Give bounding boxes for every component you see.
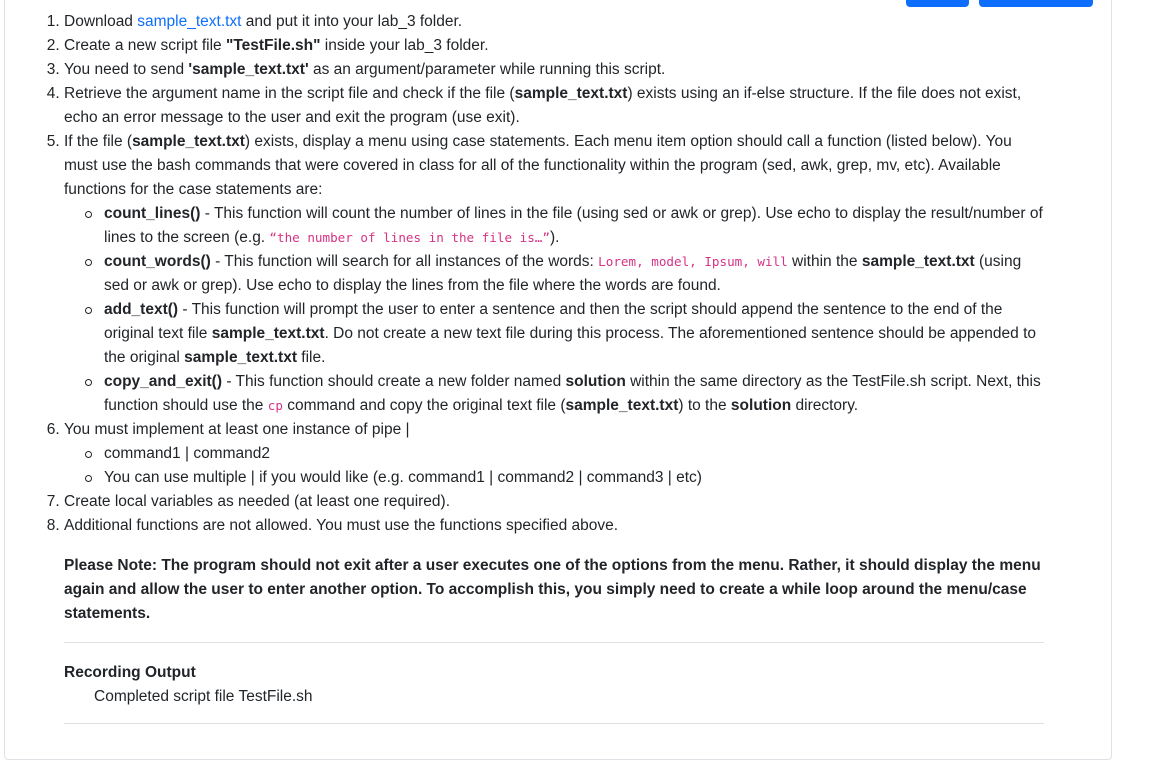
step-6: 6. You must implement at least one instance of pipe | command1 | command2 You can use multiple | if you would like (e.g. command1 | command2 | command3 | etc) (64, 418, 1044, 490)
recording-output-item: Completed script file TestFile.sh (94, 688, 313, 705)
top-button-left[interactable] (906, 0, 969, 7)
step-5: 5. If the file (sample_text.txt) exists, display a menu using case statements. Each menu item option should call a function (listed below). You must use the bash commands that were covered in class for all of the functionality within the program (sed, awk, grep, mv, etc). Available functions for the case statements are: count_lines() - This function will count the number of lines in the file (using sed or awk or grep). Use echo to display the result/number of lines to the screen (e.g. “the number of lines in the file is…”). count_words() - This function will search for all instances of the words: Lorem, model, Ipsum, will within the sample_text.txt (using sed or awk or grep). Use echo to display the lines from the file where the words are found. add_text() - This function will prompt the user to enter a sentence and then the script should append the sentence to the end of the original text file sample_text.txt. Do not create a new text file during this process. The aforementioned sentence should be appended to the original sample_text.txt file. copy_and_exit() - This function should create a new folder named solution within the same directory as the TestFile.sh script. Next, this function should use the cp command and copy the original text file (sample_text.txt) to the solution directory. (64, 130, 1044, 418)
pipe-example-2: You can use multiple | if you would like (e.g. command1 | command2 | command3 | etc) (104, 466, 1044, 490)
recording-output-title: Recording Output (64, 664, 196, 681)
step-4: 4. Retrieve the argument name in the script file and check if the file (sample_text.txt) exists using an if-else structure. If the file does not exist, echo an error message to the user and exit the program (use exit). (64, 82, 1044, 130)
pipe-list (64, 442, 1044, 490)
pipe-example-1: command1 | command2 (104, 442, 1044, 466)
function-count-words: count_words() - This function will search for all instances of the words: Lorem, model, Ipsum, will within the sample_text.txt (using sed or awk or grep). Use echo to display the lines from the file where the words are found. (104, 250, 1044, 298)
step-1: 1. Download sample_text.txt and put it into your lab_3 folder. (64, 10, 1044, 34)
step-2: 2. Create a new script file "TestFile.sh" inside your lab_3 folder. (64, 34, 1044, 58)
instructions (64, 10, 1044, 724)
step-7: 7. Create local variables as needed (at least one required). (64, 490, 1044, 514)
divider-bottom (64, 723, 1044, 724)
function-count-lines: count_lines() - This function will count the number of lines in the file (using sed or awk or grep). Use echo to display the result/number of lines to the screen (e.g. “the number of lines in the file is…”). (104, 202, 1044, 250)
sample-text-link[interactable]: sample_text.txt (137, 13, 242, 30)
functions-list (64, 202, 1044, 418)
top-button-right[interactable] (979, 0, 1093, 7)
divider (64, 642, 1044, 643)
step-8: 8. Additional functions are not allowed. You must use the functions specified above. (64, 514, 1044, 538)
function-add-text: add_text() - This function will prompt the user to enter a sentence and then the script should append the sentence to the end of the original text file sample_text.txt. Do not create a new text file during this process. The aforementioned sentence should be appended to the original sample_text.txt file. (104, 298, 1044, 370)
steps-list (4, 10, 1044, 538)
please-note: Please Note: The program should not exit after a user executes one of the options from the menu. Rather, it should display the menu again and allow the user to enter another option. To accomplish this, you simply need to create a while loop around the menu/case statements. (64, 557, 1041, 622)
function-copy-and-exit: copy_and_exit() - This function should create a new folder named solution within the same directory as the TestFile.sh script. Next, this function should use the cp command and copy the original text file (sample_text.txt) to the solution directory. (104, 370, 1044, 418)
step-3: 3. You need to send 'sample_text.txt' as an argument/parameter while running this script. (64, 58, 1044, 82)
